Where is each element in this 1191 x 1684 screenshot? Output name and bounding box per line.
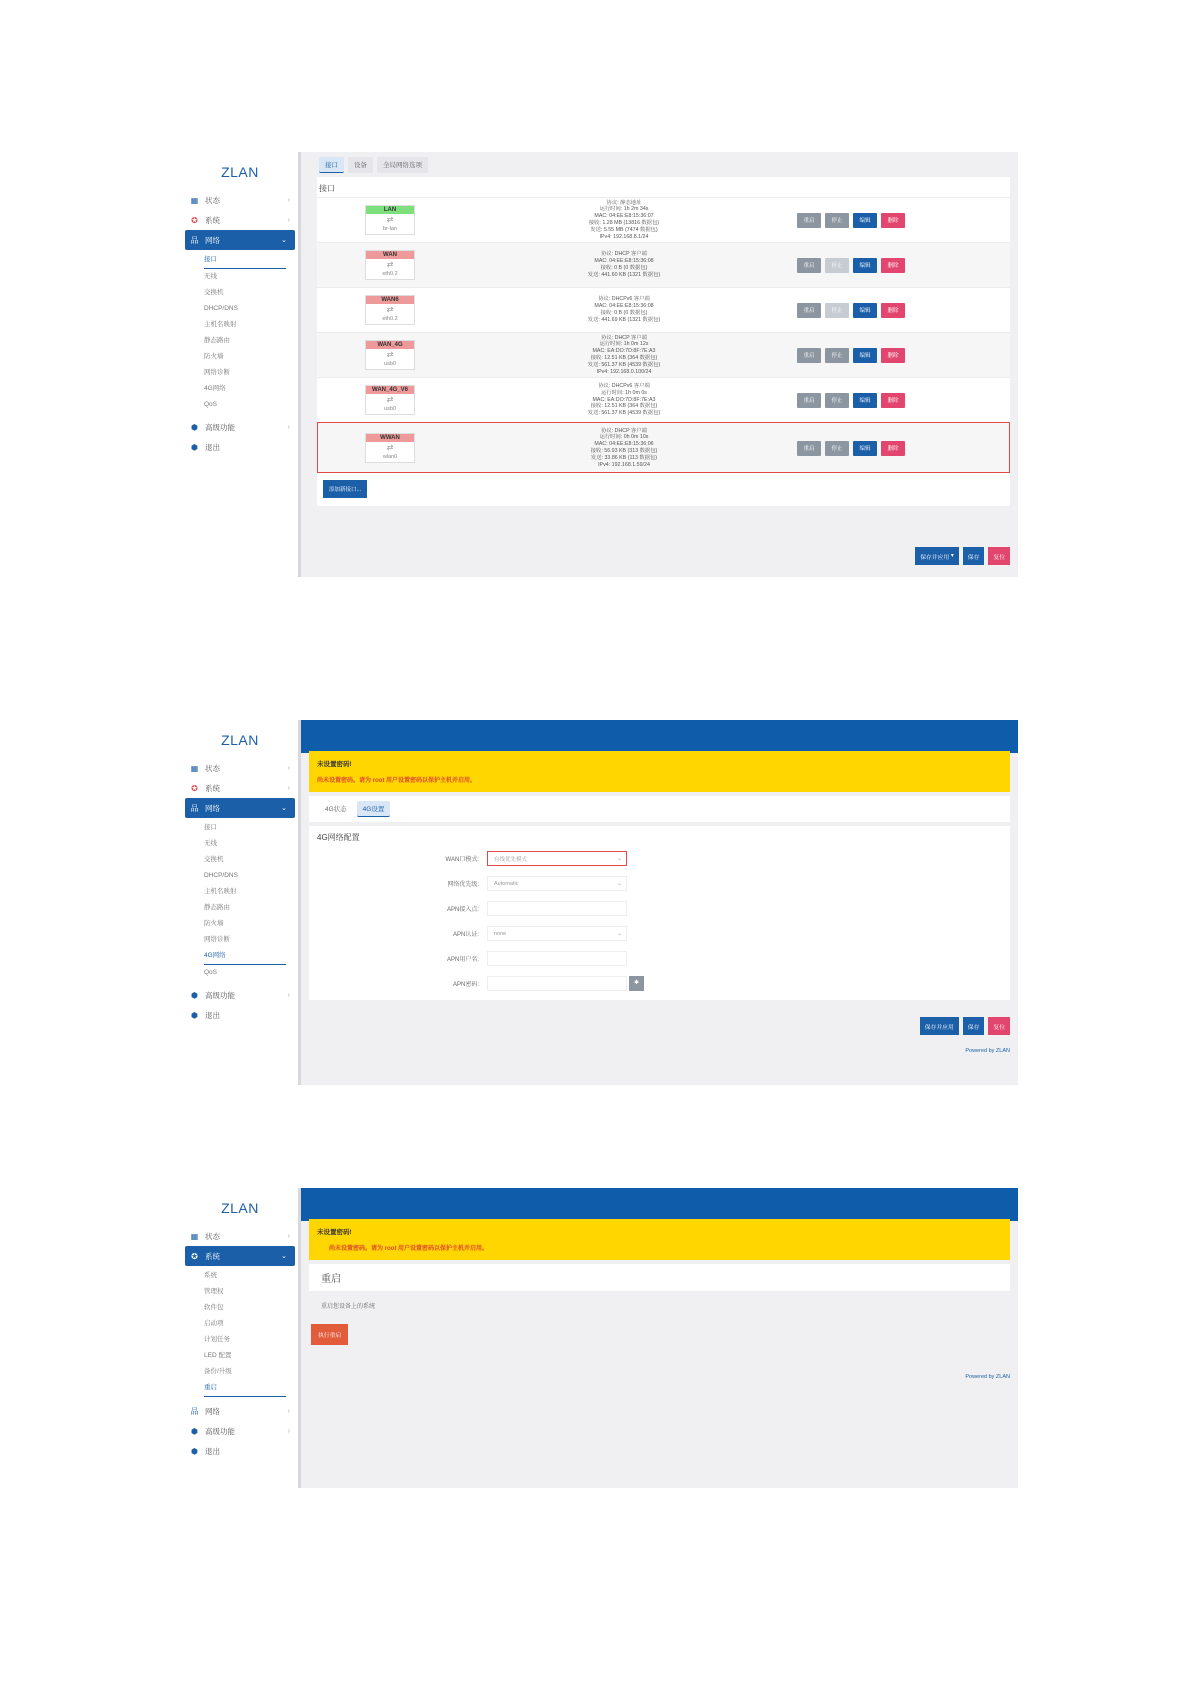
interface-badge — [365, 433, 415, 463]
interfaces-panel — [317, 177, 1010, 506]
info-line: 运行时间: 0h 0m 10s — [599, 434, 649, 441]
nav-system[interactable]: ✪ 系统 › — [191, 783, 290, 793]
field-label: APN用户名: — [446, 957, 479, 963]
delete-button[interactable]: 删除 — [881, 441, 905, 456]
nav-logout[interactable]: ⬢ 退出 — [191, 1010, 220, 1020]
row-actions — [797, 258, 905, 273]
field-label: APN认证: — [452, 932, 479, 938]
sub-item-scheduled-tasks[interactable]: 计划任务 — [204, 1336, 230, 1343]
interface-name: WAN_4G — [366, 341, 414, 349]
ethernet-icon: ⇄ — [386, 350, 394, 359]
main-content — [301, 1188, 1018, 1488]
4g-config-panel — [309, 826, 1010, 1000]
info-line: MAC: 04:EE:E8:15:36:08 — [594, 258, 654, 265]
info-line: MAC: EA:DO:7D:8F:7E:A3 — [592, 348, 656, 355]
interface-name: WWAN — [366, 434, 414, 442]
nav-logout[interactable]: ⬢ 退出 — [191, 442, 220, 452]
field-value: Automatic — [494, 880, 519, 887]
ethernet-icon: ⇄ — [386, 215, 394, 224]
form-row — [309, 871, 1010, 896]
chevron-right-icon: › — [287, 1407, 290, 1415]
info-line: 发送: 5.55 MB (7474 数据包) — [590, 226, 658, 233]
tab-bar — [309, 798, 1010, 820]
interface-row — [317, 197, 1010, 242]
password-warning — [309, 751, 1010, 792]
restart-button[interactable]: 重启 — [797, 393, 821, 408]
top-header — [301, 720, 1018, 753]
interface-badge — [365, 295, 415, 325]
sub-item-hostnames[interactable]: 主机名映射 — [204, 888, 237, 895]
field-label: 网络优先级: — [447, 882, 479, 888]
info-line: 协议: DHCP 客户端 — [601, 334, 647, 341]
add-interface-button[interactable]: 添加新接口... — [323, 480, 367, 498]
reboot-screen — [182, 1188, 1018, 1488]
nav-advanced[interactable]: ⬢ 高级功能 › — [191, 422, 290, 432]
gear-icon: ✪ — [191, 1251, 198, 1261]
chevron-right-icon: › — [287, 784, 290, 792]
perform-reboot-button[interactable]: 执行重启 — [311, 1324, 348, 1345]
interface-device: usb0 — [384, 406, 396, 412]
save-button[interactable]: 保存 — [963, 547, 985, 565]
save-button[interactable]: 保存 — [963, 1017, 985, 1035]
password-warning — [309, 1219, 1010, 1260]
interface-info — [549, 335, 699, 376]
stop-button[interactable]: 停止 — [825, 303, 849, 318]
top-header — [301, 1188, 1018, 1221]
network-submenu — [182, 250, 298, 417]
nav-status[interactable]: ▦ 状态 › — [190, 195, 290, 205]
chevron-right-icon: › — [287, 991, 290, 999]
edit-button[interactable]: 编辑 — [853, 393, 877, 408]
logo: ZLAN — [221, 1200, 259, 1216]
form-row — [309, 896, 1010, 921]
chevron-right-icon: › — [287, 216, 290, 224]
ethernet-icon: ⇄ — [386, 260, 394, 269]
info-line: 发送: 33.86 KB (113 数据包) — [590, 454, 658, 461]
logout-icon: ⬢ — [191, 1010, 198, 1020]
info-line: 接收: 1.28 MB (13816 数据包) — [588, 220, 660, 226]
network-submenu — [182, 818, 298, 985]
restart-button[interactable]: 重启 — [797, 441, 821, 456]
panel-title: 接口 — [319, 184, 335, 193]
main-content — [301, 152, 1018, 577]
edit-button[interactable]: 编辑 — [853, 441, 877, 456]
stop-button[interactable]: 停止 — [825, 393, 849, 408]
interface-name: LAN — [366, 206, 414, 214]
interface-badge — [365, 385, 415, 415]
grid-icon: ▦ — [190, 763, 199, 773]
nav-advanced[interactable]: ⬢ 高级功能 › — [191, 1426, 290, 1436]
info-line: 发送: 441.69 KB (1321 数据包) — [587, 316, 661, 323]
select-field[interactable] — [487, 876, 627, 891]
edit-button[interactable]: 编辑 — [853, 303, 877, 318]
info-line: MAC: 04:EE:E8:15:36:06 — [594, 441, 654, 448]
interface-device: br-lan — [382, 226, 398, 232]
page-actions — [915, 547, 1010, 565]
logo: ZLAN — [221, 164, 259, 180]
delete-button[interactable]: 删除 — [881, 303, 905, 318]
sidebar — [182, 1188, 301, 1488]
chevron-down-icon: ⌄ — [281, 237, 287, 244]
sub-item-switch[interactable]: 交换机 — [204, 856, 224, 863]
interface-row — [317, 287, 1010, 332]
form-row — [309, 921, 1010, 946]
tab-global-options[interactable]: 全局网络选项 — [377, 157, 428, 173]
chevron-right-icon: › — [287, 1427, 290, 1435]
chevron-right-icon: › — [287, 764, 290, 772]
reset-button[interactable]: 复位 — [988, 1017, 1010, 1035]
cube-icon: ⬢ — [191, 422, 198, 432]
interface-row — [317, 422, 1010, 473]
main-content — [301, 720, 1018, 1085]
gear-icon: ✪ — [191, 783, 198, 793]
field-label: WAN口模式: — [445, 857, 479, 863]
interface-row — [317, 377, 1010, 422]
network-icon: 品 — [190, 235, 199, 245]
warning-title: 未设置密码! — [317, 1229, 352, 1236]
logout-icon: ⬢ — [191, 1446, 198, 1456]
info-line: 运行时间: 1h 2m 34s — [599, 206, 649, 213]
edit-button[interactable]: 编辑 — [853, 348, 877, 363]
sidebar — [182, 720, 301, 1085]
save-apply-button[interactable]: 保存并应用 — [920, 1017, 959, 1035]
row-actions — [797, 348, 905, 363]
sub-item-firewall[interactable]: 防火墙 — [204, 353, 224, 360]
form-row — [309, 946, 1010, 971]
info-line: 协议: DHCP 客户端 — [601, 251, 647, 258]
sub-item-startup[interactable]: 启动项 — [204, 1320, 224, 1327]
section-title: 4G网络配置 — [317, 833, 360, 842]
powered-by: Powered by ZLAN — [965, 1374, 1010, 1380]
sub-item-static-routes[interactable]: 静态路由 — [204, 904, 230, 911]
sub-item-led[interactable]: LED 配置 — [204, 1352, 232, 1359]
sub-item-static-routes[interactable]: 静态路由 — [204, 337, 230, 344]
ethernet-icon: ⇄ — [386, 443, 394, 452]
info-line: 协议: 静态地址 — [606, 199, 642, 206]
info-line: 接收: 12.51 KB (364 数据包) — [590, 355, 658, 361]
4g-form — [309, 846, 1010, 996]
sub-item-wireless[interactable]: 无线 — [204, 840, 217, 847]
chevron-down-icon: ⌄ — [281, 1253, 287, 1260]
nav-status[interactable]: ▦ 状态 › — [190, 763, 290, 773]
nav-advanced[interactable]: ⬢ 高级功能 › — [191, 990, 290, 1000]
info-line: MAC: 04:EE:E8:15:36:08 — [594, 303, 654, 310]
form-row — [309, 971, 1010, 996]
row-actions — [797, 213, 905, 228]
stop-button[interactable]: 停止 — [825, 213, 849, 228]
page-actions — [920, 1017, 1010, 1035]
sub-item-interfaces[interactable]: 接口 — [204, 252, 286, 269]
sub-item-switch[interactable]: 交换机 — [204, 289, 224, 296]
sub-item-admin[interactable]: 管理权 — [204, 1288, 224, 1295]
info-line: IPv4: 192.168.0.100/24 — [596, 368, 652, 375]
sub-item-qos[interactable]: QoS — [204, 401, 218, 408]
interface-device: wlan0 — [382, 454, 398, 460]
stop-button[interactable]: 停止 — [825, 441, 849, 456]
interface-info — [549, 200, 699, 241]
restart-button[interactable]: 重启 — [797, 258, 821, 273]
info-line: 协议: DHCP 客户端 — [601, 427, 647, 434]
interface-list — [317, 197, 1010, 473]
delete-button[interactable]: 删除 — [881, 213, 905, 228]
nav-logout[interactable]: ⬢ 退出 — [191, 1446, 220, 1456]
chevron-right-icon: › — [287, 1232, 290, 1240]
chevron-down-icon: ⌄ — [616, 856, 622, 862]
sub-item-packages[interactable]: 软件包 — [204, 1304, 224, 1311]
tab-bar — [301, 152, 1018, 173]
save-apply-button[interactable]: 保存并应用 ▾ — [915, 547, 959, 565]
interface-info — [549, 251, 699, 278]
interface-badge — [365, 250, 415, 280]
tab-devices[interactable]: 设备 — [348, 157, 373, 173]
info-line: 发送: 561.37 KB (4539 数据包) — [587, 361, 661, 368]
powered-by: Powered by ZLAN — [965, 1048, 1010, 1054]
delete-button[interactable]: 删除 — [881, 393, 905, 408]
info-line: 接收: 0 B (0 数据包) — [600, 265, 648, 271]
form-row — [309, 846, 1010, 871]
text-field[interactable] — [487, 951, 627, 966]
info-line: 接收: 0 B (0 数据包) — [600, 310, 648, 316]
restart-button[interactable]: 重启 — [797, 303, 821, 318]
interface-info — [549, 296, 699, 323]
4g-settings-screen — [182, 720, 1018, 1085]
warning-title: 未设置密码! — [317, 761, 352, 768]
interface-device: usb0 — [384, 361, 396, 367]
interface-name: WAN_4G_V6 — [366, 386, 414, 394]
chevron-down-icon: ⌄ — [616, 931, 622, 937]
info-line: IPv4: 192.168.8.1/24 — [599, 233, 649, 240]
select-field[interactable] — [487, 851, 627, 866]
info-line: 接收: 12.51 KB (364 数据包) — [590, 403, 658, 410]
chevron-right-icon: › — [287, 196, 290, 204]
grid-icon: ▦ — [190, 1231, 199, 1241]
sub-item-qos[interactable]: QoS — [204, 969, 218, 976]
info-line: MAC: 04:EE:E8:15:36:07 — [594, 213, 654, 220]
delete-button[interactable]: 删除 — [881, 348, 905, 363]
interfaces-screen — [182, 152, 1018, 577]
field-value: none — [494, 930, 507, 937]
interface-name: WAN — [366, 251, 414, 259]
stop-button[interactable]: 停止 — [825, 348, 849, 363]
sub-item-backup[interactable]: 备份/升级 — [204, 1368, 232, 1375]
info-line: IPv4: 192.168.1.59/24 — [598, 461, 650, 468]
sub-item-hostnames[interactable]: 主机名映射 — [204, 321, 237, 328]
caret-down-icon: ▾ — [950, 553, 954, 559]
field-label: APN密码: — [452, 982, 479, 988]
edit-button[interactable]: 编辑 — [853, 213, 877, 228]
interface-row — [317, 332, 1010, 377]
interface-name: WAN6 — [366, 296, 414, 304]
field-value: 有线优先模式 — [494, 856, 528, 863]
delete-button[interactable]: 删除 — [881, 258, 905, 273]
info-line: MAC: EA:DO:7D:8F:7E:A3 — [592, 396, 656, 403]
edit-button[interactable]: 编辑 — [853, 258, 877, 273]
sub-item-firewall[interactable]: 防火墙 — [204, 920, 224, 927]
sub-item-reboot[interactable]: 重启 — [204, 1380, 286, 1397]
sidebar — [182, 152, 301, 577]
sub-item-system[interactable]: 系统 — [204, 1272, 217, 1279]
logo: ZLAN — [221, 732, 259, 748]
info-line: 发送: 441.60 KB (1321 数据包) — [587, 271, 661, 278]
sub-item-wireless[interactable]: 无线 — [204, 273, 217, 280]
interface-device: eth0.2 — [382, 316, 398, 322]
show-password-icon[interactable]: ✱ — [629, 976, 644, 991]
row-actions — [797, 441, 905, 456]
chevron-right-icon: › — [287, 423, 290, 431]
ethernet-icon: ⇄ — [386, 395, 394, 404]
sub-item-4g[interactable]: 4G网络 — [204, 385, 226, 392]
chevron-down-icon: ⌄ — [281, 805, 287, 812]
nav-network[interactable]: 品 网络 ⌄ — [185, 798, 295, 818]
sub-item-dhcp-dns[interactable]: DHCP/DNS — [204, 872, 238, 879]
tab-4g-settings[interactable]: 4G设置 — [357, 801, 391, 817]
ethernet-icon: ⇄ — [386, 305, 394, 314]
network-icon: 品 — [190, 803, 199, 813]
info-line: 接收: 56.93 KB (313 数据包) — [590, 448, 658, 454]
text-field[interactable] — [487, 976, 627, 991]
nav-status[interactable]: ▦ 状态 › — [190, 1231, 290, 1241]
gear-icon: ✪ — [191, 215, 198, 225]
nav-network[interactable]: 品 网络 › — [190, 1406, 290, 1416]
reset-button[interactable]: 复位 — [988, 547, 1010, 565]
sub-item-dhcp-dns[interactable]: DHCP/DNS — [204, 305, 238, 312]
interface-info — [549, 383, 699, 417]
nav-system[interactable]: ✪ 系统 › — [191, 215, 290, 225]
select-field[interactable] — [487, 926, 627, 941]
logout-icon: ⬢ — [191, 442, 198, 452]
cube-icon: ⬢ — [191, 1426, 198, 1436]
system-submenu — [182, 1266, 298, 1401]
stop-button[interactable]: 停止 — [825, 258, 849, 273]
interface-info — [549, 428, 699, 469]
tab-4g-status[interactable]: 4G状态 — [325, 806, 347, 813]
info-line: 协议: DHCPv6 客户端 — [598, 383, 650, 389]
sub-item-diagnostics[interactable]: 网络诊断 — [204, 936, 230, 943]
row-actions — [797, 393, 905, 408]
interface-badge — [365, 340, 415, 370]
text-field[interactable] — [487, 901, 627, 916]
chevron-down-icon: ⌄ — [616, 881, 622, 887]
info-line: 运行时间: 1h 0m 0s — [601, 389, 647, 396]
interface-device: eth0.2 — [382, 271, 398, 277]
sub-item-diagnostics[interactable]: 网络诊断 — [204, 369, 230, 376]
cube-icon: ⬢ — [191, 990, 198, 1000]
warning-message: 尚未设置密码。请为 root 用户设置密码以保护主机并启用。 — [317, 778, 476, 784]
tab-interfaces[interactable]: 接口 — [319, 157, 344, 173]
nav-system[interactable]: ✪ 系统 ⌄ — [185, 1246, 295, 1266]
grid-icon: ▦ — [190, 195, 199, 205]
warning-message: 尚未设置密码。请为 root 用户设置密码以保护主机并启用。 — [329, 1246, 488, 1252]
restart-button[interactable]: 重启 — [797, 348, 821, 363]
info-line: 协议: DHCPv6 客户端 — [598, 296, 650, 303]
field-label: APN接入点: — [446, 907, 479, 913]
network-icon: 品 — [190, 1406, 199, 1416]
reboot-description: 重启您设备上的系统 — [321, 1304, 376, 1310]
sub-item-interfaces[interactable]: 接口 — [204, 824, 217, 831]
reboot-title-panel — [309, 1264, 1010, 1291]
row-actions — [797, 303, 905, 318]
restart-button[interactable]: 重启 — [797, 213, 821, 228]
info-line: 运行时间: 1h 0m 12s — [599, 341, 649, 348]
info-line: 发送: 561.37 KB (4539 数据包) — [587, 410, 661, 417]
sub-item-4g[interactable]: 4G网络 — [204, 948, 286, 965]
interface-badge — [365, 205, 415, 235]
page-title: 重启 — [321, 1274, 341, 1285]
nav-network[interactable]: 品 网络 ⌄ — [185, 230, 295, 250]
interface-row — [317, 242, 1010, 287]
tab-panel — [309, 796, 1010, 822]
